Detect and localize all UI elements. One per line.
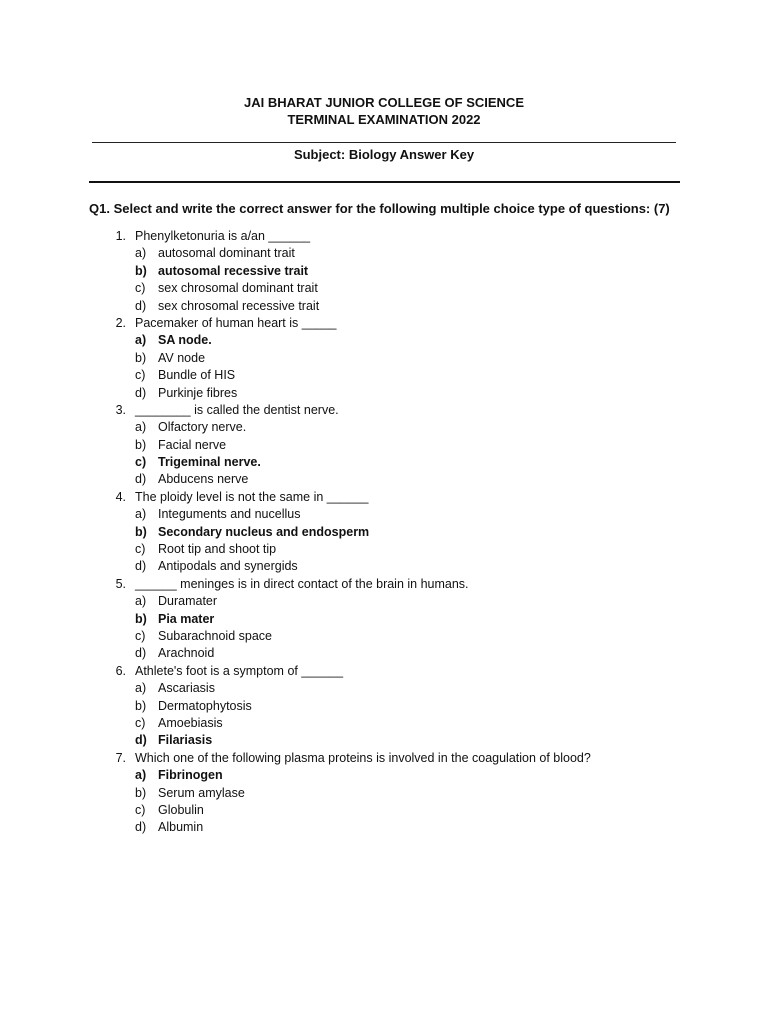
exam-title: TERMINAL EXAMINATION 2022 <box>287 112 481 127</box>
option-text: Amoebiasis <box>158 715 223 730</box>
option-text: Ascariasis <box>158 681 215 696</box>
college-name: JAI BHARAT JUNIOR COLLEGE OF SCIENCE <box>243 95 524 110</box>
option-letter: c) <box>135 542 146 557</box>
option-item-correct <box>0 611 768 628</box>
option-item <box>0 419 768 436</box>
option-letter: a) <box>135 507 147 522</box>
question-number: 7. <box>115 750 126 765</box>
question-number: 6. <box>115 663 126 678</box>
option-text: sex chrosomal recessive trait <box>158 298 320 313</box>
option-text: Arachnoid <box>158 646 215 661</box>
option-text: Trigeminal nerve. <box>158 455 261 470</box>
question-item <box>0 576 768 593</box>
option-letter: d) <box>135 820 147 835</box>
option-letter: a) <box>135 246 147 261</box>
option-letter: a) <box>135 420 147 435</box>
question-text: Which one of the following plasma proteins is involved in the coagulation of blood? <box>135 750 591 765</box>
option-text: Facial nerve <box>158 437 227 452</box>
option-text: Bundle of HIS <box>158 368 236 383</box>
underscore-divider <box>92 142 676 143</box>
horizontal-rule <box>89 181 680 183</box>
question-number: 1. <box>115 229 126 243</box>
option-text: Integuments and nucellus <box>158 507 301 522</box>
option-text: Albumin <box>158 820 204 835</box>
question-item <box>0 228 768 245</box>
question-number: 2. <box>115 315 126 330</box>
question-list <box>0 228 768 837</box>
option-letter: d) <box>135 298 147 313</box>
option-letter: b) <box>135 785 147 800</box>
option-text: autosomal dominant trait <box>158 246 295 261</box>
option-text: autosomal recessive trait <box>158 263 309 278</box>
question-item <box>0 315 768 332</box>
option-item <box>0 680 768 697</box>
option-item-correct <box>0 767 768 784</box>
option-text: Purkinje fibres <box>158 385 238 400</box>
option-item <box>0 558 768 575</box>
question-text: Athlete's foot is a symptom of ______ <box>135 663 344 678</box>
option-text: Serum amylase <box>158 785 245 800</box>
option-text: Dermatophytosis <box>158 698 252 713</box>
option-letter: a) <box>135 768 147 783</box>
question-number: 5. <box>115 576 126 591</box>
option-letter: d) <box>135 559 147 574</box>
option-text: Duramater <box>158 594 218 609</box>
option-item <box>0 367 768 384</box>
option-item <box>0 541 768 558</box>
option-text: Filariasis <box>158 733 213 748</box>
subject-line: Subject: Biology Answer Key <box>293 147 475 162</box>
option-letter: c) <box>135 368 146 383</box>
question-item <box>0 663 768 680</box>
option-text: Globulin <box>158 802 204 817</box>
option-item-correct <box>0 332 768 349</box>
option-letter: c) <box>135 715 146 730</box>
option-item <box>0 715 768 732</box>
option-item-correct <box>0 524 768 541</box>
section-heading: Q1. Select and write the correct answer for the following multiple choice type of questions: (7) <box>89 201 670 216</box>
option-item <box>0 245 768 262</box>
option-letter: c) <box>135 281 146 296</box>
option-text: Secondary nucleus and endosperm <box>158 524 370 539</box>
option-item <box>0 350 768 367</box>
option-item <box>0 698 768 715</box>
question-item <box>0 750 768 767</box>
option-item <box>0 298 768 315</box>
option-letter: d) <box>135 646 147 661</box>
option-item <box>0 437 768 454</box>
option-item <box>0 385 768 402</box>
option-letter: a) <box>135 594 147 609</box>
option-letter: b) <box>135 437 147 452</box>
question-number: 4. <box>115 489 126 504</box>
option-letter: d) <box>135 472 147 487</box>
option-letter: d) <box>135 385 147 400</box>
question-item <box>0 402 768 419</box>
option-letter: c) <box>135 628 146 643</box>
option-item-correct <box>0 263 768 280</box>
option-item <box>0 785 768 802</box>
option-text: Abducens nerve <box>158 472 249 487</box>
option-item <box>0 593 768 610</box>
option-letter: c) <box>135 455 147 470</box>
option-text: Root tip and shoot tip <box>158 542 277 557</box>
option-item <box>0 506 768 523</box>
option-letter: b) <box>135 263 147 278</box>
option-item <box>0 819 768 836</box>
option-item <box>0 628 768 645</box>
option-text: SA node. <box>158 333 212 348</box>
option-letter: b) <box>135 524 147 539</box>
option-item-correct <box>0 454 768 471</box>
question-text: Pacemaker of human heart is _____ <box>135 315 337 330</box>
option-item <box>0 471 768 488</box>
question-text: ________ is called the dentist nerve. <box>135 402 339 417</box>
option-item <box>0 280 768 297</box>
option-item <box>0 802 768 819</box>
option-letter: a) <box>135 333 147 348</box>
option-text: sex chrosomal dominant trait <box>158 281 318 296</box>
option-item <box>0 645 768 662</box>
question-text: The ploidy level is not the same in ______ <box>135 489 369 504</box>
option-letter: b) <box>135 350 147 365</box>
question-text: Phenylketonuria is a/an ______ <box>135 229 311 243</box>
option-text: Fibrinogen <box>158 768 223 783</box>
question-item <box>0 489 768 506</box>
option-letter: b) <box>135 698 147 713</box>
option-text: Olfactory nerve. <box>158 420 247 435</box>
option-letter: b) <box>135 611 147 626</box>
option-letter: d) <box>135 733 147 748</box>
option-letter: c) <box>135 802 146 817</box>
option-letter: a) <box>135 681 147 696</box>
option-item-correct <box>0 732 768 749</box>
option-text: Antipodals and synergids <box>158 559 298 574</box>
question-text: ______ meninges is in direct contact of the brain in humans. <box>135 576 469 591</box>
question-number: 3. <box>115 402 126 417</box>
option-text: AV node <box>158 350 206 365</box>
option-text: Pia mater <box>158 611 215 626</box>
option-text: Subarachnoid space <box>158 628 272 643</box>
